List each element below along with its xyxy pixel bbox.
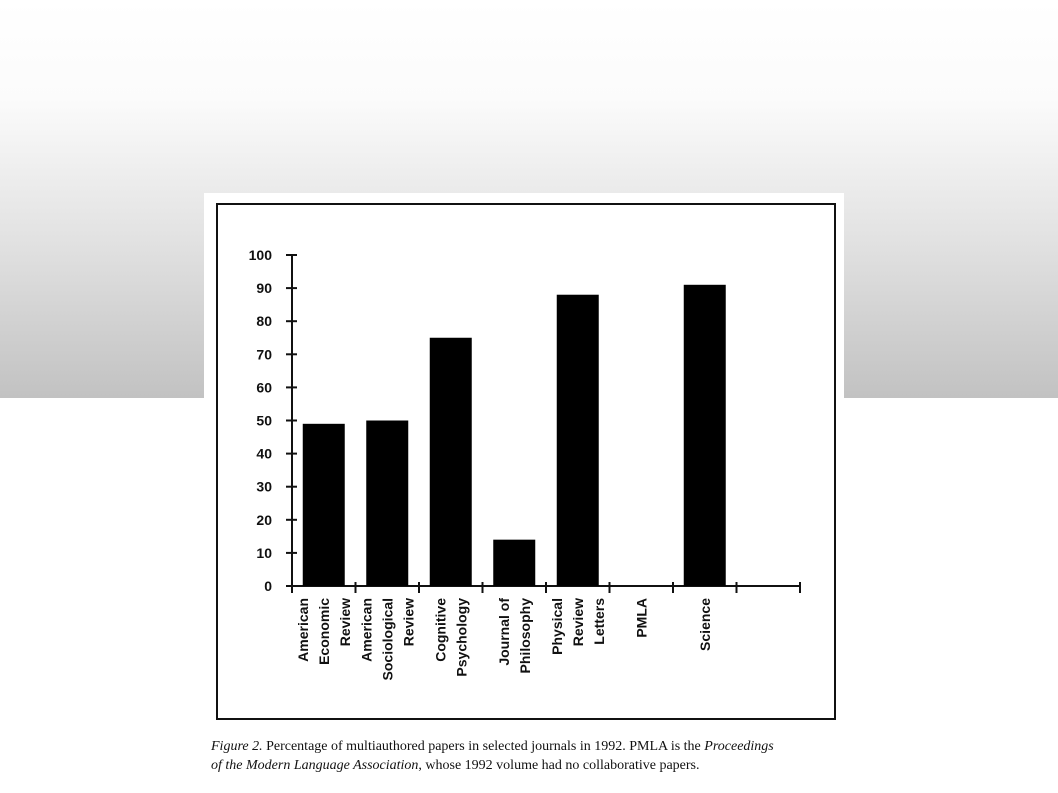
caption-text-1: Percentage of multiauthored papers in selected journals in 1992. PMLA is the	[262, 739, 705, 754]
y-tick-label: 0	[264, 578, 272, 594]
y-tick-label: 90	[256, 280, 272, 297]
y-tick-label: 30	[256, 478, 272, 495]
y-tick-label: 10	[256, 544, 272, 561]
category-label: Review	[336, 598, 353, 647]
category-label: Psychology	[453, 598, 470, 677]
category-label: Letters	[590, 598, 607, 645]
category-label: Review	[569, 598, 586, 647]
category-label: Science	[696, 598, 713, 651]
category-label: Review	[400, 598, 417, 647]
y-tick-label: 40	[256, 445, 272, 462]
figure-caption	[211, 737, 851, 775]
category-labels	[295, 598, 713, 681]
bars	[303, 285, 726, 586]
y-tick-label: 80	[256, 313, 272, 330]
caption-italic-2: of the Modern Language Association	[211, 758, 419, 773]
caption-text-2: , whose 1992 volume had no collaborative papers.	[418, 758, 700, 773]
category-label: Sociological	[379, 598, 396, 681]
caption-figure-label: Figure 2.	[211, 739, 263, 754]
category-label: Physical	[548, 598, 565, 655]
y-tick-label: 70	[256, 346, 272, 363]
category-label: Journal of	[495, 598, 512, 666]
bar	[493, 540, 535, 586]
category-label: Philosophy	[516, 598, 533, 674]
y-tick-label: 20	[256, 511, 272, 528]
y-tick-label: 60	[256, 379, 272, 396]
bar	[557, 295, 599, 586]
caption-italic-1: Proceedings	[704, 739, 774, 754]
y-tick-label: 100	[248, 247, 272, 263]
bar	[366, 421, 408, 587]
bar	[684, 285, 726, 586]
y-tick-label: 50	[256, 412, 272, 429]
bar	[430, 338, 472, 586]
category-label: Economic	[315, 598, 332, 665]
bar	[303, 424, 345, 586]
category-label: PMLA	[633, 598, 650, 638]
category-label: American	[358, 598, 375, 662]
category-label: Cognitive	[432, 598, 449, 662]
category-label: American	[294, 598, 311, 662]
